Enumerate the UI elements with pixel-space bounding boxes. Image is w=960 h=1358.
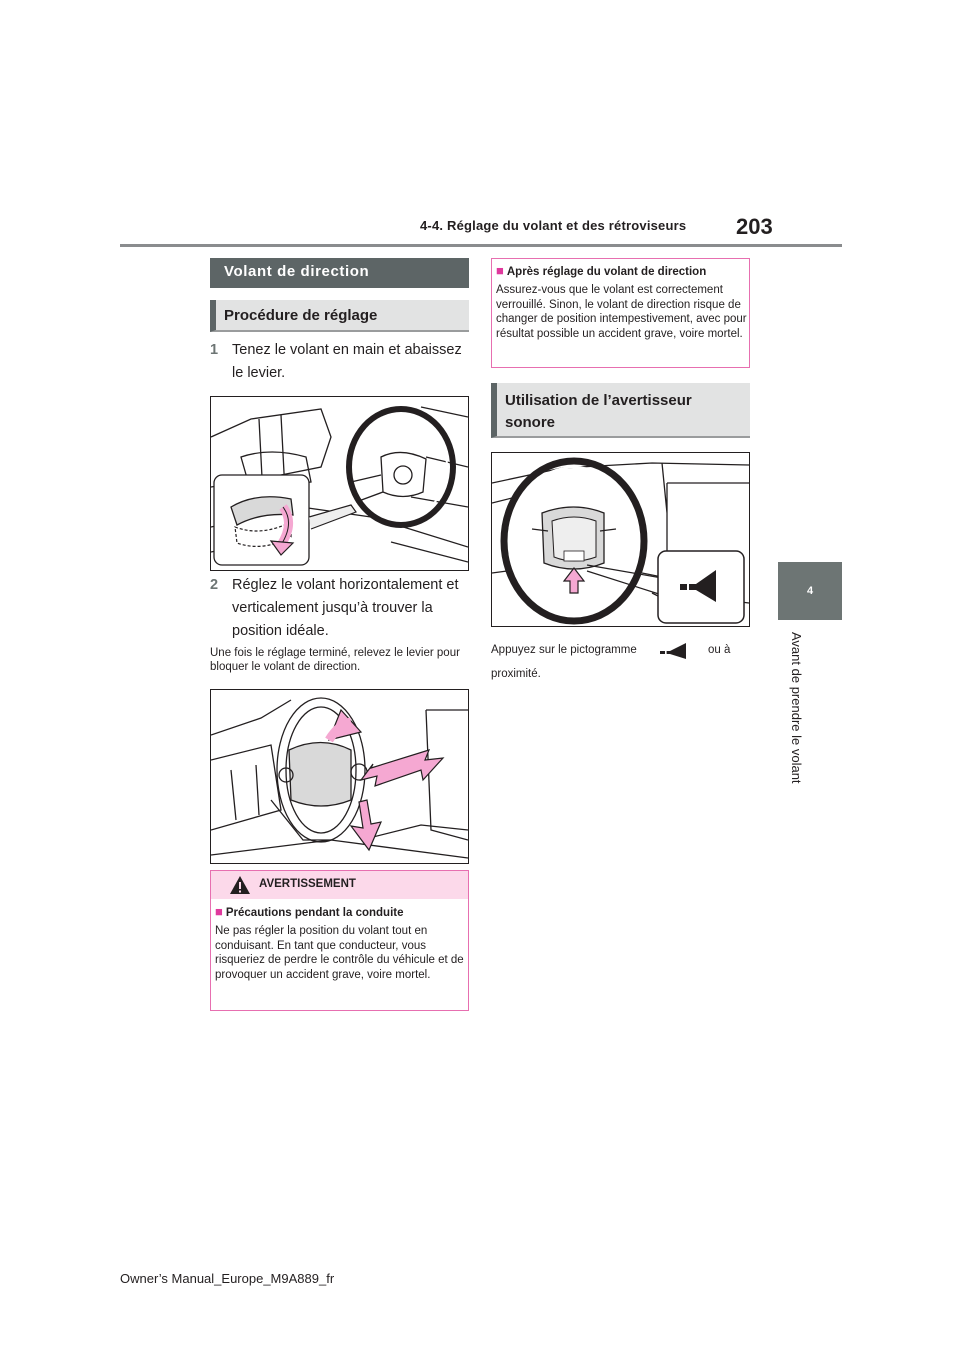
caution-subheading: Après réglage du volant de direction: [506, 266, 707, 278]
horn-pad-illustration: [491, 452, 750, 627]
caution-subheading-row: [496, 263, 748, 278]
footer-manual-id: Owner’s Manual_Europe_M9A889_fr: [120, 1271, 335, 1286]
section-title: 4-4. Réglage du volant et des rétroviseurs: [420, 218, 687, 233]
square-bullet-icon: ■: [496, 263, 504, 278]
warning-triangle-icon: [229, 875, 251, 895]
heading-adjust-procedure: Procédure de réglage: [210, 300, 469, 332]
warning-label: AVERTISSEMENT: [259, 878, 356, 890]
steering-lever-illustration: [210, 396, 469, 571]
warning-box: [210, 870, 469, 1011]
press-instruction-line2: proximité.: [491, 668, 541, 680]
caution-box: [491, 258, 750, 368]
steering-adjust-illustration: [210, 689, 469, 864]
chapter-number: 4: [806, 585, 814, 597]
page-number: 203: [736, 214, 773, 239]
header-rule: [120, 244, 842, 247]
chapter-tab: [778, 562, 842, 620]
heading-horn-use: Utilisation de l’avertisseur sonore: [491, 383, 750, 438]
step-1-number: 1: [210, 342, 219, 358]
warning-subheading: Précautions pendant la conduite: [225, 907, 404, 919]
square-bullet-icon: ■: [215, 904, 223, 919]
caution-body: Assurez-vous que le volant est correctement verrouillé. Sinon, le volant de direction risque de changer de position intempestivement, avec pour résultat possible un accident grave, voire mortel.: [496, 284, 747, 340]
warning-header: [211, 871, 468, 899]
heading-steering-wheel: Volant de direction: [210, 258, 469, 288]
step-1-text: Tenez le volant en main et abaissez le levier.: [232, 342, 462, 381]
press-after-text: ou à: [708, 644, 731, 656]
chapter-side-label: [786, 632, 806, 792]
step-1: [210, 339, 472, 387]
step-2-text: Réglez le volant horizontalement et verticalement jusqu’à trouver la position idéale.: [232, 577, 459, 639]
step-2: [210, 574, 472, 644]
chapter-label-text: Avant de prendre le volant: [789, 632, 804, 784]
horn-icon: [660, 643, 690, 659]
warning-subheading-row: [215, 904, 465, 919]
press-instruction-line1: [491, 644, 637, 656]
press-before-text: Appuyez sur le pictogramme: [491, 644, 637, 656]
lock-note: Une fois le réglage terminé, relevez le levier pour bloquer le volant de direction.: [210, 647, 460, 673]
warning-body: Ne pas régler la position du volant tout en conduisant. En tant que conducteur, vous risqueriez de perdre le contrôle du véhicule et de provoquer un accident grave, voire mortel.: [215, 925, 464, 981]
step-2-number: 2: [210, 577, 219, 593]
